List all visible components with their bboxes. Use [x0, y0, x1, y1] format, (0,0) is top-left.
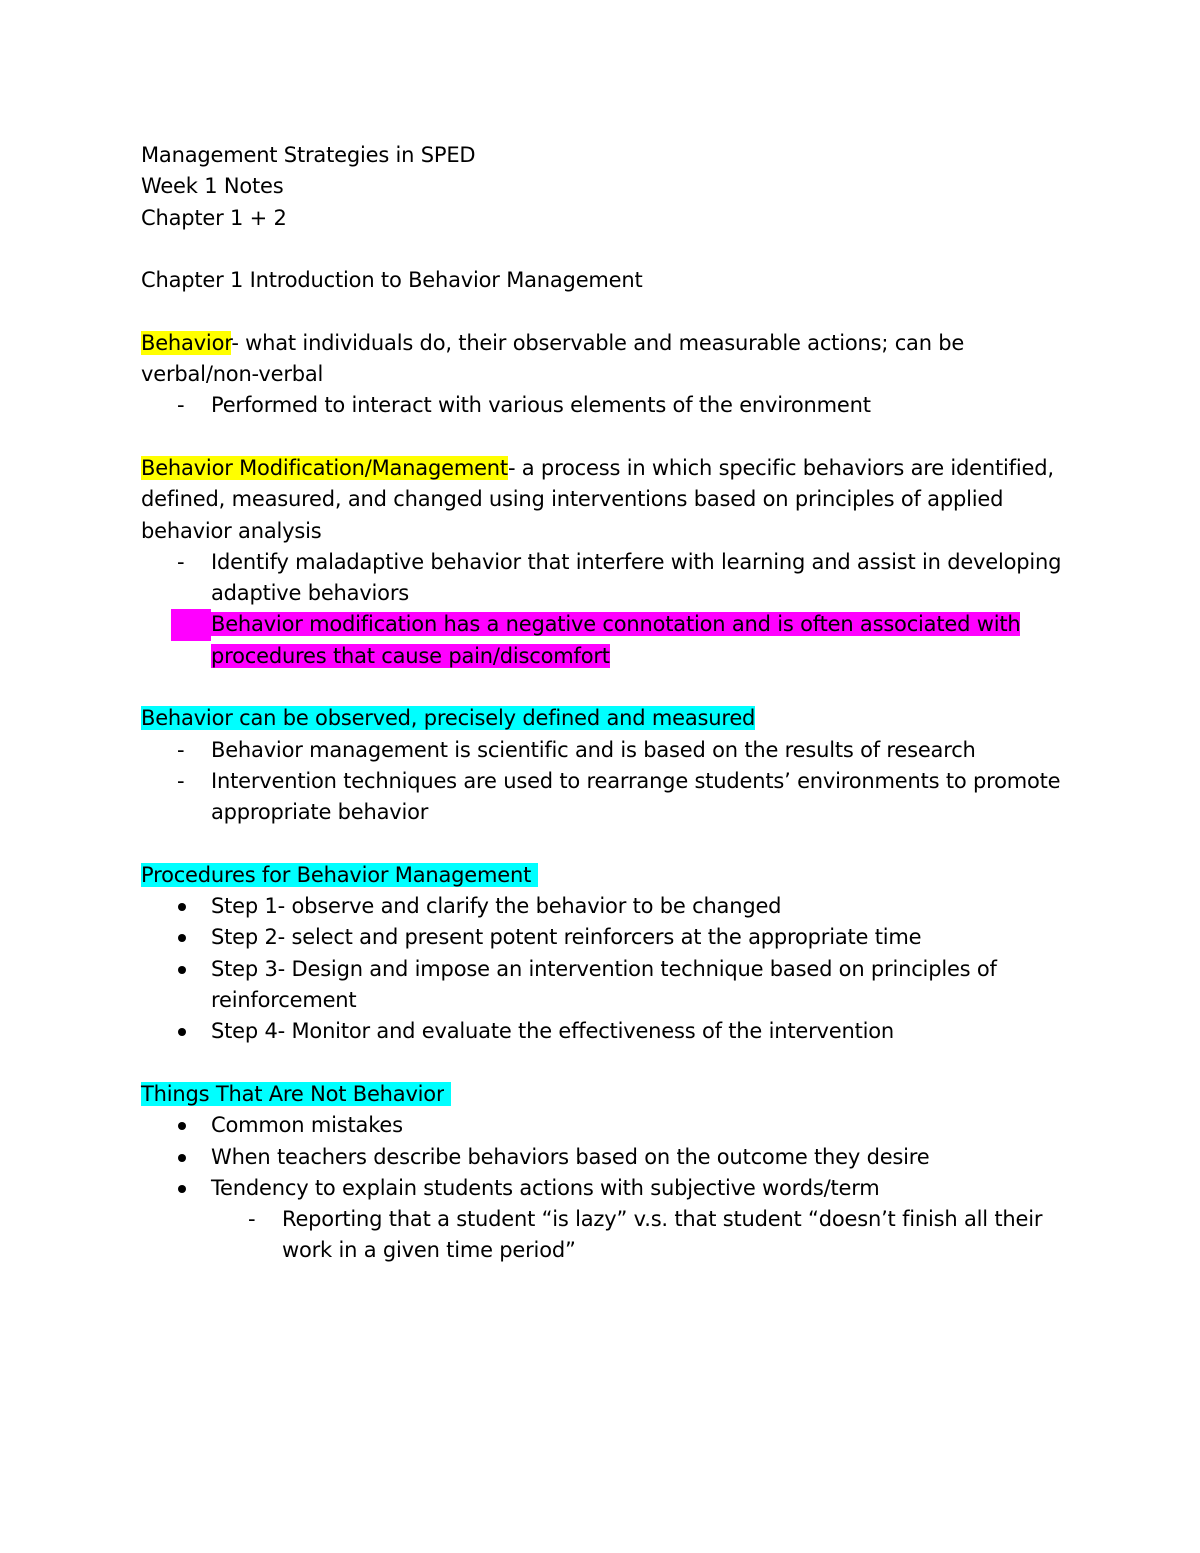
not-behavior-points — [141, 1110, 1071, 1204]
chapter-title: Chapter 1 Introduction to Behavior Management — [141, 268, 643, 293]
list-item: When teachers describe behaviors based on the outcome they desire — [141, 1142, 1071, 1173]
list-item: - Identify maladaptive behavior that interfere with learning and assist in developing adaptive behaviors — [141, 547, 1071, 610]
behavior-definition — [141, 328, 1071, 391]
list-item: Step 4- Monitor and evaluate the effectiveness of the intervention — [141, 1016, 1071, 1047]
course-title: Management Strategies in SPED — [141, 143, 476, 167]
not-behavior-subpoints — [141, 1204, 1071, 1267]
procedures-heading: Procedures for Behavior Management — [141, 862, 532, 887]
observed-heading: Behavior can be observed, precisely defined and measured — [141, 706, 756, 731]
list-item: Tendency to explain students actions with subjective words/term — [141, 1173, 1071, 1204]
list-item: Step 2- select and present potent reinforcers at the appropriate time — [141, 922, 1071, 953]
week-label: Week 1 Notes — [141, 174, 284, 199]
observed-points — [141, 735, 1071, 829]
list-item: - Intervention techniques are used to rearrange students’ environments to promote appropriate behavior — [141, 766, 1071, 829]
behavior-points — [141, 390, 1071, 421]
list-item: - Performed to interact with various elements of the environment — [141, 390, 1071, 421]
modification-points — [141, 547, 1071, 672]
behavior-term: Behavior — [141, 330, 232, 355]
list-item: Common mistakes — [141, 1110, 1071, 1141]
list-item: - Behavior management is scientific and is based on the results of research — [141, 735, 1071, 766]
list-item: - Reporting that a student “is lazy” v.s. that student “doesn’t finish all their work in a given time period” — [141, 1204, 1071, 1267]
list-item: Step 1- observe and clarify the behavior to be changed — [141, 891, 1071, 922]
modification-definition-text: - a process in which specific behaviors are identified, defined, measured, and changed using interventions based on principles of applied behavior analysis — [141, 455, 1054, 543]
list-item: Step 3- Design and impose an intervention technique based on principles of reinforcement — [141, 954, 1071, 1017]
not-behavior-heading: Things That Are Not Behavior — [141, 1081, 445, 1106]
behavior-definition-text: - what individuals do, their observable and measurable actions; can be verbal/non-verbal — [141, 330, 965, 387]
highlighted-list-item — [141, 609, 1071, 672]
document-page — [141, 140, 1071, 1267]
procedures-steps — [141, 891, 1071, 1047]
modification-term: Behavior Modification/Management — [141, 455, 508, 480]
modification-definition — [141, 453, 1071, 547]
highlighted-text: Behavior modification has a negative connotation and is often associated with procedures that cause pain/discomfort — [211, 612, 1021, 668]
chapters-label: Chapter 1 + 2 — [141, 205, 287, 230]
